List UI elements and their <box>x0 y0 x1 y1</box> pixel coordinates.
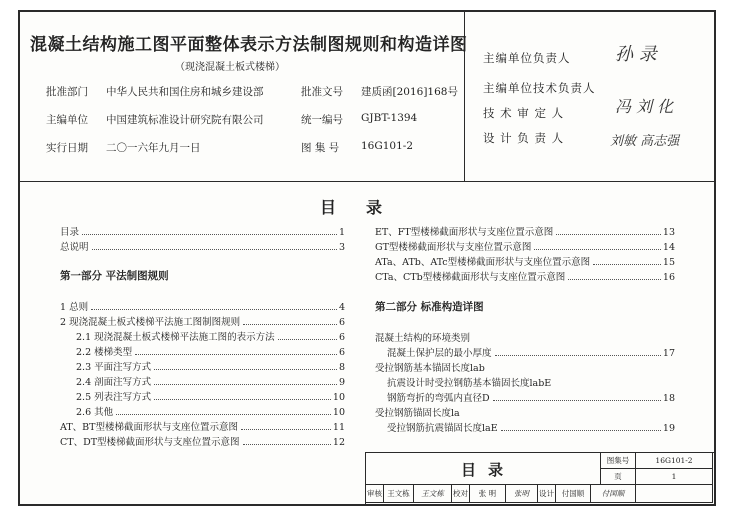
toc-item[interactable]: 2.5 列表注写方式 10 <box>76 392 345 403</box>
designer-name: 付国顺 <box>556 485 591 503</box>
title-block-empty-cell <box>636 485 713 503</box>
info-label: 批准部门 <box>46 86 88 98</box>
responsible-row: 主编单位负责人 <box>483 51 571 65</box>
checker-signature: 张明 <box>506 485 538 503</box>
design-label: 设计 <box>538 485 556 503</box>
header-info-block <box>20 12 468 182</box>
info-value: 建质函[2016]168号 <box>361 86 458 98</box>
toc-item[interactable]: 总说明 3 <box>60 242 345 253</box>
toc-title: 目录 <box>320 198 413 217</box>
toc-item[interactable]: 2.2 楼梯类型 6 <box>76 347 345 358</box>
toc-item[interactable]: 受拉钢筋基本锚固长度lab <box>375 363 485 374</box>
page-number: 1 <box>636 469 713 485</box>
toc-item[interactable]: 混凝土结构的环境类别 <box>375 333 471 344</box>
toc-item[interactable]: 抗震设计时受拉钢筋基本锚固长度labE <box>387 378 552 389</box>
toc-item[interactable]: ATa、ATb、ATc型楼梯截面形状与支座位置示意图 15 <box>375 257 675 268</box>
checker-name: 张 明 <box>470 485 506 503</box>
reviewer-signature: 王文栋 <box>414 485 452 503</box>
designer-signature: 付国顺 <box>591 485 636 503</box>
info-label: 图 集 号 <box>301 142 340 154</box>
responsible-row: 技 术 审 定 人 <box>483 106 565 120</box>
review-label: 审核 <box>366 485 384 503</box>
check-label: 校对 <box>452 485 470 503</box>
signature: 刘敏 高志强 <box>610 134 680 149</box>
atlas-number: 16G101-2 <box>636 453 713 469</box>
title-block-title: 目录 <box>461 461 516 479</box>
info-value: 中国建筑标准设计研究院有限公司 <box>106 114 264 126</box>
responsible-persons-block <box>465 12 714 182</box>
part1-heading: 第一部分 平法制图规则 <box>60 270 169 282</box>
responsible-row: 主编单位技术负责人 <box>483 81 596 95</box>
toc-item[interactable]: 受拉钢筋锚固长度la <box>375 408 460 419</box>
title-block-title-cell <box>366 453 601 485</box>
toc-item[interactable]: 目录 1 <box>60 227 345 238</box>
toc-item[interactable]: 2.3 平面注写方式 8 <box>76 362 345 373</box>
signature: 孙 录 <box>615 44 657 65</box>
toc-item[interactable]: 受拉钢筋抗震锚固长度laE 19 <box>387 423 675 434</box>
document-title: 混凝土结构施工图平面整体表示方法制图规则和构造详图 <box>30 35 468 55</box>
info-value: 16G101-2 <box>361 140 414 152</box>
atlas-label: 图集号 <box>601 453 636 469</box>
page-label: 页 <box>601 469 636 485</box>
document-subtitle: （现浇混凝土板式楼梯） <box>175 62 285 73</box>
toc-item[interactable]: GT型楼梯截面形状与支座位置示意图 14 <box>375 242 675 253</box>
toc-item[interactable]: 2.6 其他 10 <box>76 407 345 418</box>
drawing-sheet <box>18 10 716 506</box>
toc-item[interactable]: 2.1 现浇混凝土板式楼梯平法施工图的表示方法 6 <box>76 332 345 343</box>
reviewer-name: 王文栋 <box>384 485 414 503</box>
toc-item[interactable]: CT、DT型楼梯截面形状与支座位置示意图 12 <box>60 437 345 448</box>
toc-item[interactable]: 1 总则 4 <box>60 302 345 313</box>
toc-item[interactable]: 2.4 剖面注写方式 9 <box>76 377 345 388</box>
responsible-row: 设 计 负 责 人 <box>483 131 565 145</box>
toc-item[interactable]: ET、FT型楼梯截面形状与支座位置示意图 13 <box>375 227 675 238</box>
info-label: 实行日期 <box>46 142 88 154</box>
toc-item[interactable]: 混凝土保护层的最小厚度 17 <box>387 348 675 359</box>
toc-item[interactable]: 钢筋弯折的弯弧内直径D 18 <box>387 393 675 404</box>
signature: 冯 刘 化 <box>615 97 674 116</box>
toc-item[interactable]: CTa、CTb型楼梯截面形状与支座位置示意图 16 <box>375 272 675 283</box>
info-label: 主编单位 <box>46 114 88 126</box>
title-block <box>365 452 714 504</box>
toc-item[interactable]: 2 现浇混凝土板式楼梯平法施工图制图规则 6 <box>60 317 345 328</box>
info-value: 二〇一六年九月一日 <box>106 142 201 154</box>
info-value: GJBT-1394 <box>361 112 418 124</box>
info-label: 统一编号 <box>301 114 343 126</box>
info-value: 中华人民共和国住房和城乡建设部 <box>106 86 264 98</box>
toc-item[interactable]: AT、BT型楼梯截面形状与支座位置示意图 11 <box>60 422 345 433</box>
part2-heading: 第二部分 标准构造详图 <box>375 301 484 313</box>
info-label: 批准文号 <box>301 86 343 98</box>
